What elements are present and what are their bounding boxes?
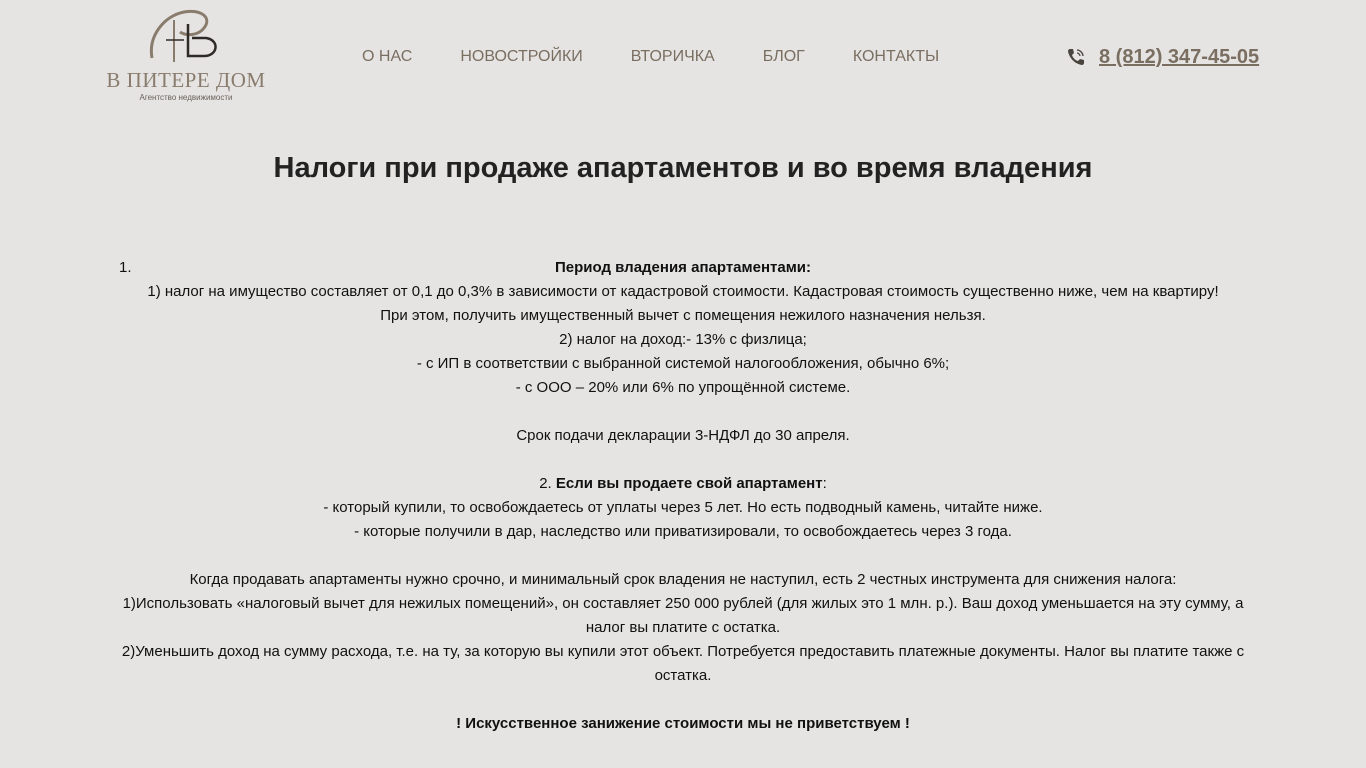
site-header [0,0,1366,115]
nav-item-new-buildings[interactable]: НОВОСТРОЙКИ [460,48,583,65]
logo-name: В ПИТЕРЕ ДОМ [106,68,266,92]
nav-item-blog[interactable]: БЛОГ [762,48,805,65]
logo[interactable] [106,6,266,106]
section1-line: При этом, получить имущественный вычет с помещения нежилого назначения нельзя. [380,307,986,324]
section1-line: 2) налог на доход:- 13% с физлица; [559,331,807,348]
section2-colon: : [822,475,827,492]
urgent-intro: Когда продавать апартаменты нужно срочно, и минимальный срок владения не наступил, есть 2 честных инструмента для снижения налога: [189,571,1177,588]
nav-item-about[interactable]: О НАС [362,48,413,65]
logo-tagline: Агентство недвижимости [139,93,233,102]
section2-heading: Если вы продаете свой апартамент [555,475,823,492]
section2-heading-line [108,472,1258,496]
section2-line: - который купили, то освобождаетесь от уплаты через 5 лет. Но есть подводный камень, читайте ниже. [323,499,1043,516]
page-title: Налоги при продаже апартаментов и во время владения [273,152,1093,184]
section1-line: 1) налог на имущество составляет от 0,1 до 0,3% в зависимости от кадастровой стоимости. Кадастровая стоимость существенно ниже, чем на квартиру! [147,283,1219,300]
nav-item-secondary[interactable]: ВТОРИЧКА [630,48,715,65]
phone-icon [1066,47,1086,67]
phone-block [1066,45,1259,69]
nav-item-contacts[interactable]: КОНТАКТЫ [852,48,940,65]
section1-line: - с ООО – 20% или 6% по упрощённой системе. [515,379,851,396]
article-body [108,256,1258,736]
phone-number-link[interactable]: 8 (812) 347-45-05 [1099,46,1260,68]
list-marker: 1. [119,259,132,276]
logo-monogram-icon [144,6,228,66]
section1-heading: Период владения апартаментами: [554,259,812,276]
warning-text: ! Искусственное занижение стоимости мы не приветствуем ! [456,715,910,732]
section2-line: - которые получили в дар, наследство или приватизировали, то освобождаетесь через 3 года. [354,523,1012,540]
section2-number: 2. [539,475,556,492]
section1-line: - с ИП в соответствии с выбранной системой налогообложения, обычно 6%; [416,355,950,372]
tool-one: 1)Использовать «налоговый вычет для нежилых помещений», он составляет 250 000 рублей (для жилых это 1 млн. р.). Ваш доход уменьшается на эту сумму, а налог вы платите с остатка. [122,595,1244,636]
tool-two: 2)Уменьшить доход на сумму расхода, т.е. на ту, за которую вы купили этот объект. Потребуется предоставить платежные документы. Налог вы платите также с остатка. [121,643,1245,684]
main-nav [362,46,939,68]
deadline-text: Срок подачи декларации 3-НДФЛ до 30 апреля. [516,427,850,444]
